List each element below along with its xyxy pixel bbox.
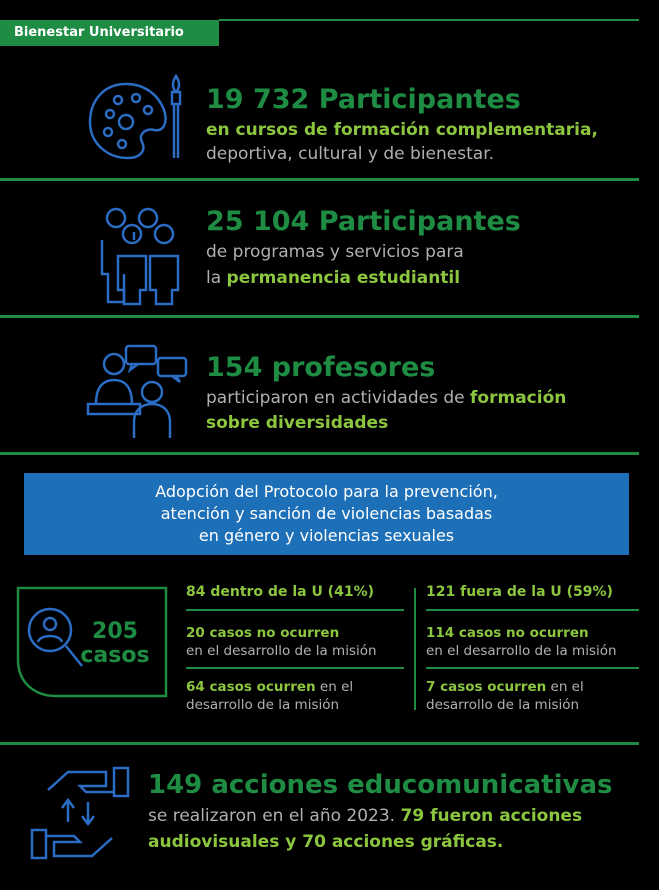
inside-item-1: 20 casos no ocurren en el desarrollo de la misión xyxy=(186,625,377,659)
header-divider xyxy=(219,19,639,21)
hands-exchange-icon xyxy=(28,766,132,862)
banner-line: en género y violencias sexuales xyxy=(198,526,455,545)
divider xyxy=(186,609,404,611)
stat-participants-2-line2: la permanencia estudiantil xyxy=(206,268,461,288)
column-divider xyxy=(414,588,416,710)
protocol-banner xyxy=(24,473,629,555)
divider xyxy=(186,667,404,669)
banner-line: Adopción del Protocolo para la prevención, xyxy=(155,482,498,501)
palette-brush-icon xyxy=(86,72,190,164)
stat-professors-line2: sobre diversidades xyxy=(206,413,389,433)
stat-participants-2-title: 25 104 Participantes xyxy=(206,206,521,237)
stat-professors-title: 154 profesores xyxy=(206,352,436,383)
banner-line: atención y sanción de violencias basadas xyxy=(160,504,493,523)
inside-item-2: 64 casos ocurren en el desarrollo de la misión xyxy=(186,679,354,713)
divider xyxy=(0,315,639,318)
divider xyxy=(0,178,639,181)
teachers-chat-icon xyxy=(86,342,190,440)
stat-professors-line1: participaron en actividades de formación xyxy=(206,388,567,408)
stat-participants-1-line1: en cursos de formación complementaria, xyxy=(206,120,598,140)
group-people-icon xyxy=(94,204,190,308)
stat-participants-2-line1: de programas y servicios para xyxy=(206,242,464,262)
divider xyxy=(0,742,639,745)
section-tag: Bienestar Universitario xyxy=(0,20,219,46)
cases-total: 205 casos xyxy=(80,619,150,668)
outside-item-2: 7 casos ocurren en el desarrollo de la misión xyxy=(426,679,584,713)
divider xyxy=(0,452,639,455)
actions-line2: audiovisuales y 70 acciones gráficas. xyxy=(148,832,504,852)
stat-participants-1-title: 19 732 Participantes xyxy=(206,84,521,115)
divider xyxy=(426,667,639,669)
outside-heading: 121 fuera de la U (59%) xyxy=(426,584,613,600)
outside-item-1: 114 casos no ocurren en el desarrollo de la misión xyxy=(426,625,617,659)
divider xyxy=(426,609,639,611)
stat-participants-1-line2: deportiva, cultural y de bienestar. xyxy=(206,144,495,164)
actions-line1: se realizaron en el año 2023. 79 fueron acciones xyxy=(148,806,583,826)
actions-title: 149 acciones educomunicativas xyxy=(148,770,613,800)
inside-heading: 84 dentro de la U (41%) xyxy=(186,584,374,600)
